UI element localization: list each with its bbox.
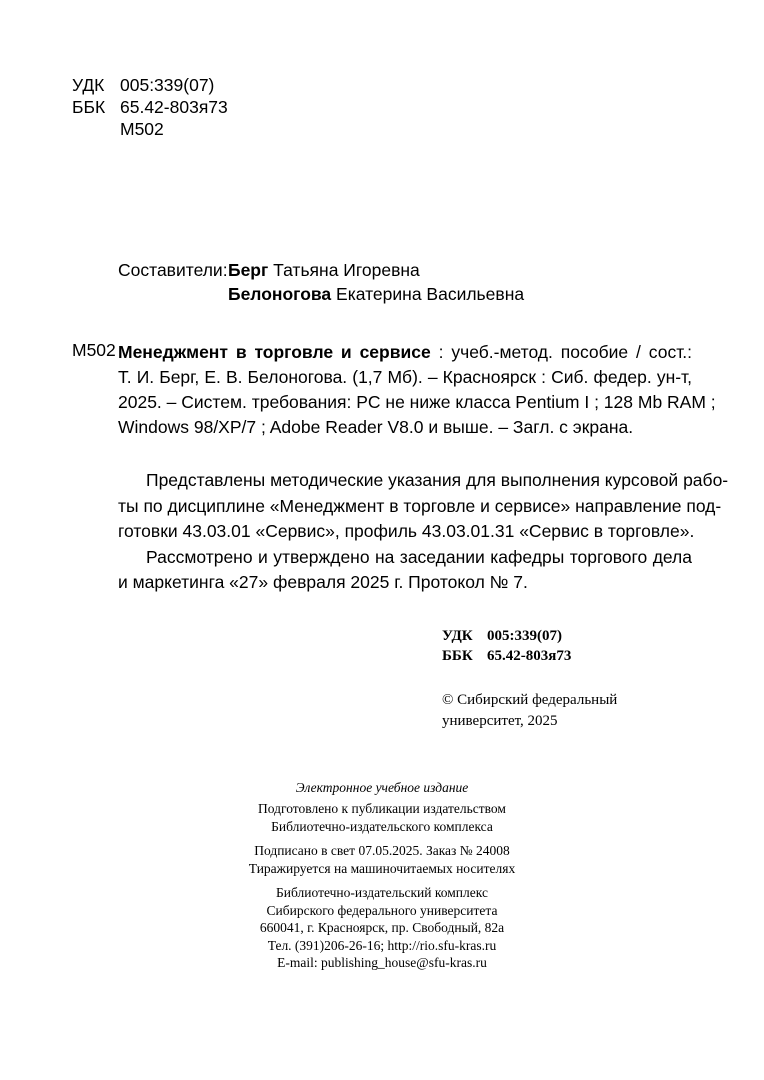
index-codes xyxy=(442,626,571,666)
index-bbk-value: 65.42-803я73 xyxy=(487,648,572,664)
bbk-value: 65.42-803я73 xyxy=(120,97,228,117)
publisher-address: 660041, г. Красноярск, пр. Свободный, 82а xyxy=(259,920,505,935)
index-udk-value: 005:339(07) xyxy=(487,628,562,644)
copyright-line-2: университет, 2025 xyxy=(442,713,558,729)
annotation-line-2: ты по дисциплине «Менеджмент в торговле и сервисе» направление под- xyxy=(118,495,722,516)
compiler-2-surname: Белоногова xyxy=(228,284,332,304)
bibliography-code: М502 xyxy=(72,340,116,360)
publication-info xyxy=(0,842,764,877)
bbk-row xyxy=(72,96,228,118)
bibliography-line-1-rest: : учеб.-метод. пособие / сост.: xyxy=(430,342,692,362)
compiler-2 xyxy=(228,282,524,306)
annotation xyxy=(118,468,729,596)
prepared-line-2: Библиотечно-издательского комплекса xyxy=(271,818,493,834)
copyright-block xyxy=(442,690,617,732)
edition-label: Электронное учебное издание xyxy=(295,780,469,795)
publisher-info xyxy=(0,884,764,972)
compiler-2-name: Екатерина Васильевна xyxy=(336,284,525,304)
publisher-line-1: Библиотечно-издательский комплекс xyxy=(276,885,488,900)
signed-line: Подписано в свет 07.05.2025. Заказ № 24008 xyxy=(254,843,510,858)
publisher-phone: Тел. (391)206-26-16; http://rio.sfu-kras.ru xyxy=(267,937,497,953)
bibliography-line-1 xyxy=(118,340,692,365)
compiler-1-name: Татьяна Игоревна xyxy=(273,260,420,280)
author-mark: М502 xyxy=(120,119,164,139)
copyright-line-1: © Сибирский федеральный xyxy=(442,692,618,708)
bbk-label: ББК xyxy=(72,97,106,117)
udk-value: 005:339(07) xyxy=(120,75,215,95)
annotation-line-4: Рассмотрено и утверждено на заседании кафедры торгового дела xyxy=(146,546,692,567)
edition-type xyxy=(0,779,764,797)
index-bbk-label: ББК xyxy=(442,648,473,664)
annotation-line-5: и маркетинга «27» февраля 2025 г. Протокол № 7. xyxy=(118,572,528,592)
udk-label: УДК xyxy=(72,75,105,95)
bibliographic-entry xyxy=(118,340,716,440)
bibliography-line-4: Windows 98/XP/7 ; Adobe Reader V8.0 и выше. – Загл. с экрана. xyxy=(118,417,634,437)
prepared-line-1: Подготовлено к публикации издательством xyxy=(258,801,506,816)
author-mark-row xyxy=(72,118,228,140)
index-udk-row xyxy=(442,626,571,646)
udk-row xyxy=(72,74,228,96)
annotation-line-3: готовки 43.03.01 «Сервис», профиль 43.03.01.31 «Сервис в торговле». xyxy=(118,521,695,541)
index-udk-label: УДК xyxy=(442,628,473,644)
bibliography-line-3: 2025. – Систем. требования: PC не ниже класса Pentium I ; 128 Mb RAM ; xyxy=(118,392,716,412)
compiler-1-surname: Берг xyxy=(228,260,269,280)
annotation-line-1: Представлены методические указания для выполнения курсовой рабо- xyxy=(146,470,729,490)
replicated-line: Тиражируется на машиночитаемых носителях xyxy=(248,860,516,876)
compilers-label: Составители: xyxy=(118,260,228,280)
index-bbk-row xyxy=(442,646,571,666)
bibliography-line-2: Т. И. Берг, Е. В. Белоногова. (1,7 Мб). – Красноярск : Сиб. федер. ун-т, xyxy=(118,367,692,387)
classification-codes xyxy=(72,74,228,140)
publisher-email: E-mail: publishing_house@sfu-kras.ru xyxy=(277,955,487,970)
compiler-1 xyxy=(228,258,420,282)
bibliography-title: Менеджмент в торговле и сервисе xyxy=(118,342,431,362)
compilers-block xyxy=(0,258,764,308)
publisher-line-2: Сибирского федерального университета xyxy=(266,902,498,918)
prepared-by xyxy=(0,800,764,835)
